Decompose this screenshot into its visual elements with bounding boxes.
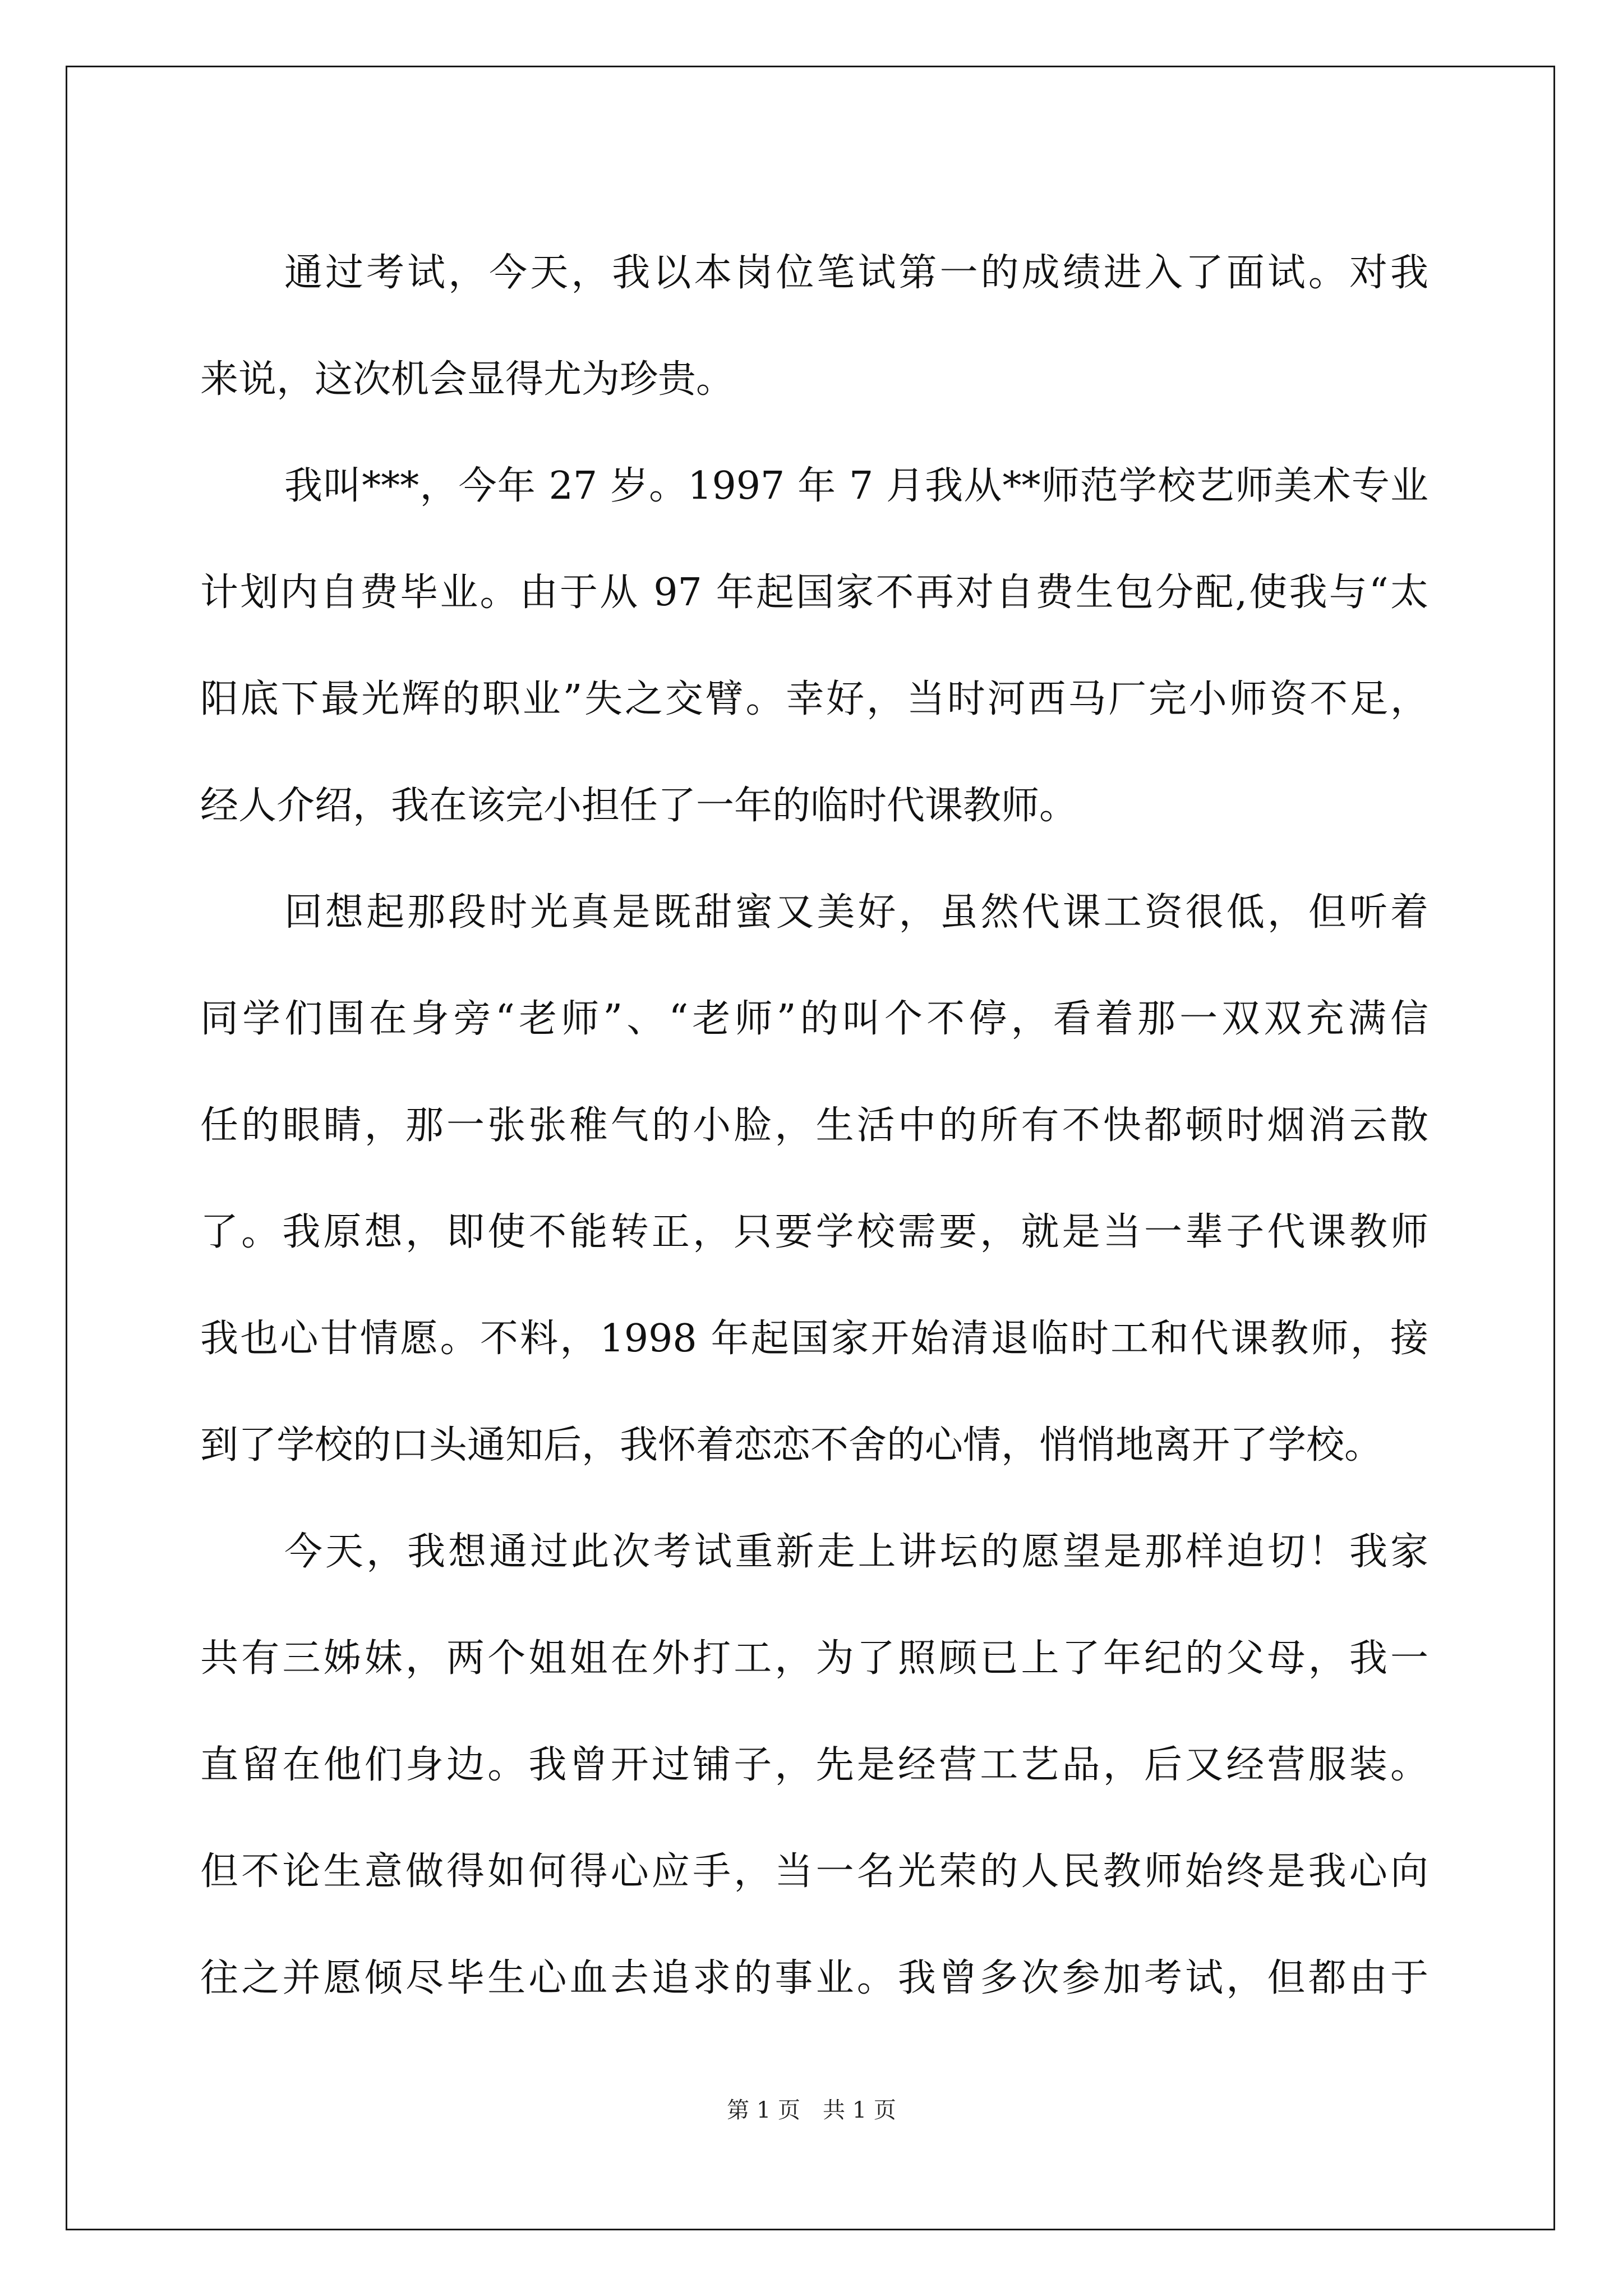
text-line: 了。我原想，即使不能转正，只要学校需要，就是当一辈子代课教师 (200, 1210, 1428, 1254)
text-line: 共有三姊妹，两个姐姐在外打工，为了照顾已上了年纪的父母，我一 (200, 1636, 1428, 1681)
paragraph (200, 859, 1428, 1499)
text-line: 往之并愿倾尽毕生心血去追求的事业。我曾多次参加考试，但都由于 (200, 1956, 1428, 2000)
paragraph (200, 433, 1428, 859)
text-line: 直留在他们身边。我曾开过铺子，先是经营工艺品，后又经营服装。 (200, 1743, 1428, 1787)
text-line: 任的眼睛，那一张张稚气的小脸，生活中的所有不快都顿时烟消云散 (200, 1103, 1428, 1148)
page-footer (0, 2092, 1623, 2124)
text-line: 同学们围在身旁“老师”、“老师”的叫个不停，看着那一双双充满信 (200, 997, 1428, 1041)
text-line: 我叫***，今年 27 岁。1997 年 7 月我从**师范学校艺师美术专业 (284, 464, 1428, 508)
text-line: 但不论生意做得如何得心应手，当一名光荣的人民教师始终是我心向 (200, 1849, 1428, 1894)
text-line: 回想起那段时光真是既甜蜜又美好，虽然代课工资很低，但听着 (284, 890, 1428, 935)
text-line: 阳底下最光辉的职业”失之交臂。幸好，当时河西马厂完小师资不足， (200, 677, 1428, 721)
text-line: 经人介绍，我在该完小担任了一年的临时代课教师。 (200, 784, 1078, 828)
text-line: 今天，我想通过此次考试重新走上讲坛的愿望是那样迫切！我家 (284, 1530, 1428, 1574)
document-body (200, 220, 1428, 2032)
text-line: 来说，这次机会显得尤为珍贵。 (200, 357, 735, 402)
page-number: 第 1 页 (727, 2097, 800, 2123)
text-line: 我也心甘情愿。不料，1998 年起国家开始清退临时工和代课教师，接 (200, 1317, 1428, 1361)
text-line: 通过考试，今天，我以本岗位笔试第一的成绩进入了面试。对我 (284, 251, 1428, 295)
page-total: 共 1 页 (823, 2097, 896, 2123)
text-line: 到了学校的口头通知后，我怀着恋恋不舍的心情，悄悄地离开了学校。 (200, 1423, 1383, 1467)
paragraph (200, 1499, 1428, 2032)
paragraph (200, 220, 1428, 433)
text-line: 计划内自费毕业。由于从 97 年起国家不再对自费生包分配,使我与“太 (200, 570, 1428, 615)
